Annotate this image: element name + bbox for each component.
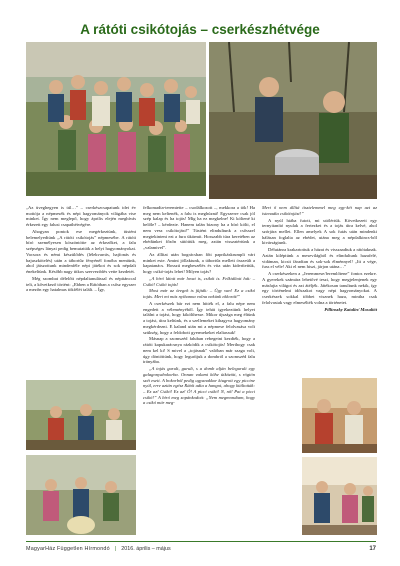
right-paragraph: Mert ő nem állítá tisztelemmel meg egy-két nap azt az istenadta csikótojást!” — [262, 205, 377, 216]
middle-column-text — [143, 205, 255, 407]
group-photo — [26, 42, 206, 196]
left-paragraph: „Az üveghegyen is túl…” – cserkészcsapatunk idei év mottója a népmesék és népi hagyományok világába vise minket. Így nem meglepő, hogy április elején meghívás érkezett egy falusi csapathétvégére. — [26, 205, 136, 228]
girls-photo — [302, 378, 377, 453]
left-column-text — [26, 205, 136, 294]
campfire-photo — [26, 380, 136, 450]
left-paragraph: Még szombat délelőtt népdaltanulással és népitánccal telt, a kővetkező történt: „Ebben a Rátótban a csősz egyszer a mezőn egy hatalmas tökfélét talált. – Így, — [26, 275, 136, 293]
page-number: 17 — [369, 546, 376, 552]
right-paragraph: Délutánra krakartottuk a házat és visszaadtuk a rátótaknak. Aztán kiléptünk a mesevilágból és elindultunk hazafelé, vidáman, kicsit fáradtan és sok-sok élménnyel! „Itt a vége, fuss el véle! Aki el nem hiszi, járjon utána…” — [262, 247, 377, 270]
middle-paragraph: „A bíró látott már lovat is, csikót is. Felkiáltott hát: – Csikó! Csikó tojás! — [143, 275, 255, 287]
footer-separator: | — [114, 546, 117, 552]
middle-paragraph: A cserkészek bár ezt nem hitték el, a falu népe nem engedett a véleményéből. Így tehát igyekeztünk helyet találni a tojást, hogy kikölthesse. Mikor újszága meg éltünk a tojást, útra keltünk, és a szellemeket kihagyva hagyomány megkérdezni. E kaland után mi a népmese felolvasása volt szükség, hogy a feldobott gyermekeket elaltassuk! — [143, 301, 255, 335]
right-paragraph: A nyúl hiába futott, mi utólértük. Következett egy ternyitanító nyulak a fertezket és a tojás útra kelvé, ahol szórjára mellet. Ellen amelyek A sok futás után mindenki hálásan foglalta az ebédet, utána meg a népdalkincs-ből kivárságtunk. — [262, 217, 377, 246]
issue-date: 2016. április – május — [121, 546, 171, 552]
author-signature: Pillinszky Katalin/ Mosaltöt — [324, 306, 377, 312]
article-title: A rátóti csikótojás – cserkészhétvége — [80, 22, 320, 37]
right-column-text — [262, 205, 377, 314]
publication-name: MagyarHáz Független Hírmondó — [26, 546, 110, 552]
egg-photo — [26, 455, 136, 535]
cooking-photo — [209, 42, 377, 199]
left-paragraph: Ahogyan pontok ese megérkeztünk, tüstént belemelyedtünk „A rátóti csikótojás” népmesébe. A rátóti bíró személyesen köszöntötte az érkezőket, a falu szépséges lányai pedig bemutatták a helyi hagyományokat. Vacsora és némi készülődés (lélekvarrás, hajfonás és bajuszkötelés) után a tábortűz fényénél fonóba mentünk, ahol játszottunk mindenféle népi játékot és sok népdalt énekeltünk. Később nagy titkos szerveződés vette kezdetét. — [26, 229, 136, 274]
page-footer — [26, 541, 376, 552]
middle-paragraph: Másnap a szomszéd faluban rebegetni kezdték, hogy a rátóti kapukarácsnya rázkódik a csikótojás! Merthogy csak nem kel ki! S mivel a „tojásnak” valóban már szaga volt, úgy döntöttünk, hogy legurítjuk a dombról a szomszéd falu irányába. — [143, 336, 255, 365]
middle-paragraph: felkomadta-teremtette – csodálkozott –, mekkora a tök! Ha meg nem keltenék, a falu is meghúzná! Egyszerre csak jól szép kalap és ha tojás! Míg ha ez megkelne! Ki költené ki belőle? – kérdezte. Hanem talán bizony ha a bíró költi, el nem vesz csikótojást!” Tüstént elindultunk a csősszel megtekinteni ezt a fura ükármit. Hosszabb túra keretében az ebédünket főzőn sütöttük meg, aztán visszatértünk a „valamivel”. — [143, 205, 255, 250]
right-paragraph: A cserkészeken a „Jeremmese/feremlőtene” fontos ezekre. A gyerekek számára lehetővé teszi, hogy megjelenjenek egy másfajta világot és azt átéljék. Játékosan tanultunk nekik, így egy történelmi időszakot vagy népi hagyományokat. A cserkészek sokkal többet visznek haza, mintha csak felolvastak vagy elmesélték volna a történetet. — [262, 271, 377, 305]
dance-photo — [302, 457, 377, 535]
middle-paragraph: Most már az öregek is fújták: – Úgy van! Ez a csikó tojás. Meri mi más nyihanna volna nekünk ekkorát!” — [143, 288, 255, 300]
middle-paragraph: Az állítat után bográcsban főtt paprikáskrumpli várt minket este. Amint jóllaktunk, a tábortűz mellett összeült a kapatanács. Hosszú megbeszélés és vita után kiderítettük, hogy csikó-tojás lehet! Milyen tojás? — [143, 251, 255, 274]
middle-paragraph: „A tojás gurult, gurult, s a domb alján belegurult egy galagonyabokorba. Onnan valami kőhe ütközött, s rögtön szét esett. A bokorból pedig ugyanakkor kiugrott egy piccine nyúl, erre aztán egész Rátót adta a hangot, ahogy kiáltották: – Ez az! Csikó! Ez az! Ó! A picci csikó! N, nő! Pat a picci csikó!” A bíró meg sopánkodott: „Nem megmondtam, hogy a csikó már meg- — [143, 366, 255, 406]
